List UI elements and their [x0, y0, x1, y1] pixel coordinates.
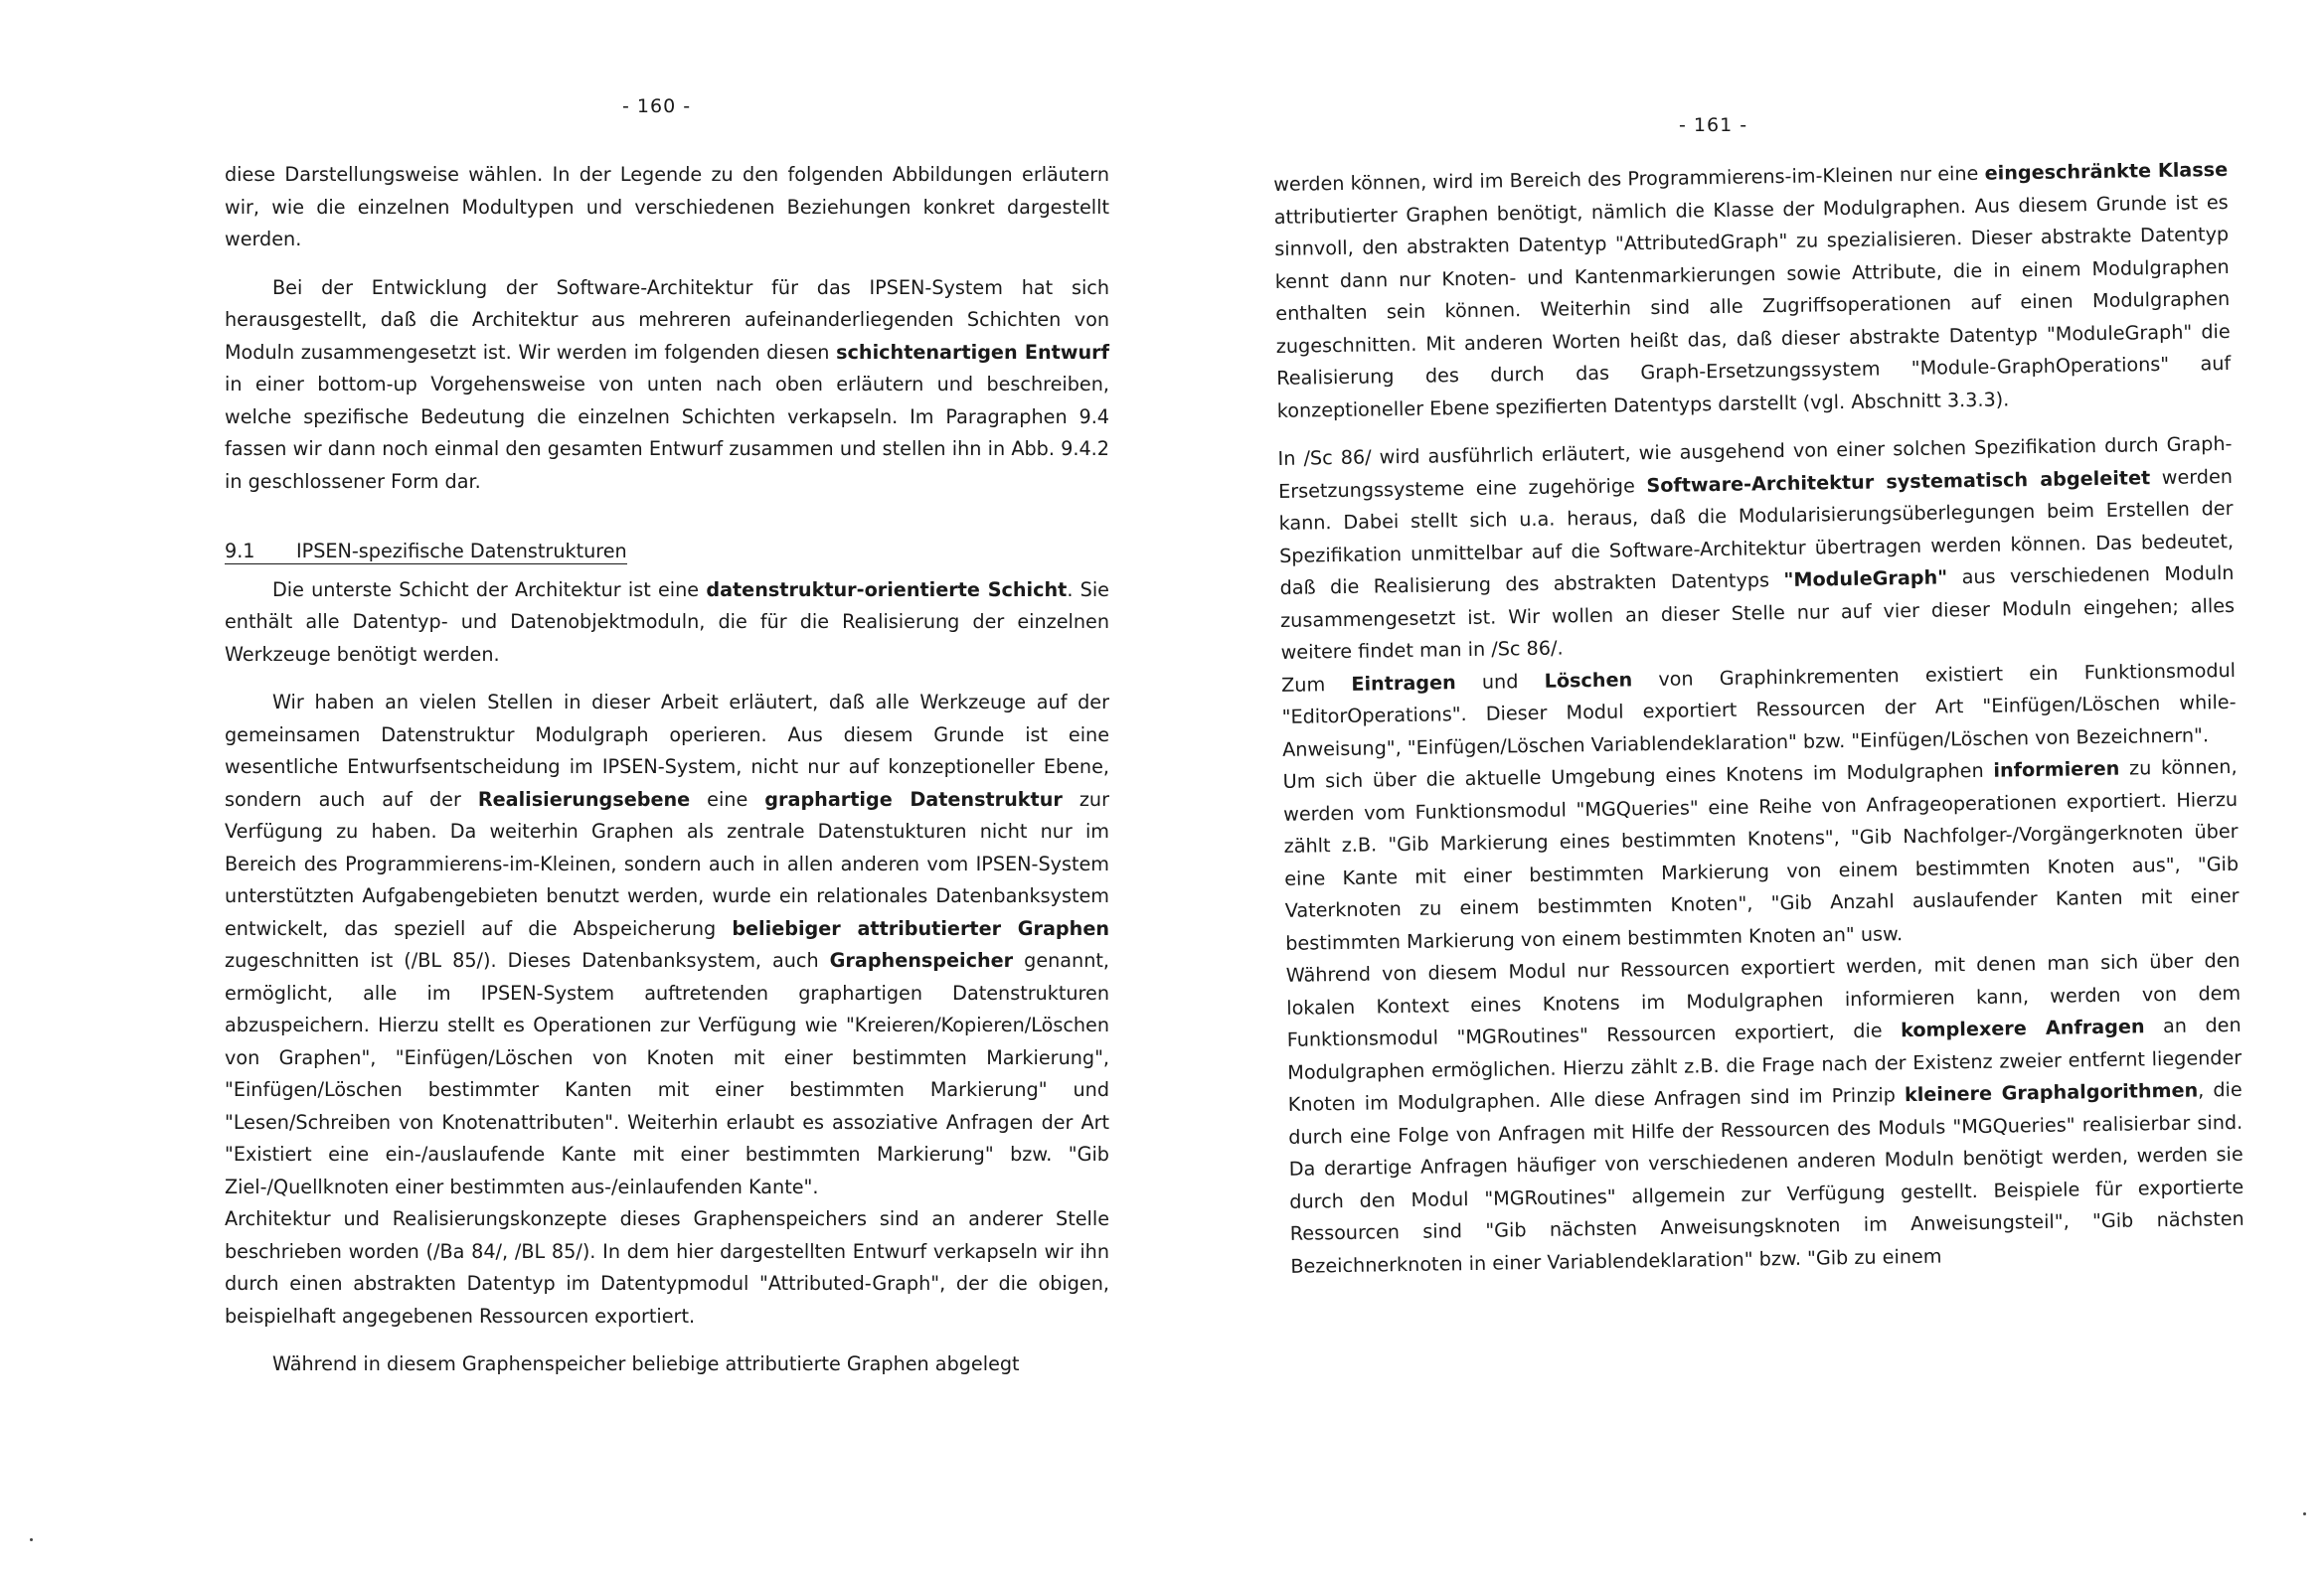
paragraph: werden können, wird im Bereich des Programmierens-im-Kleinen nur eine eingeschränkte Klasse attributierter Graphen benötigt, nämlich die Klasse der Modulgraphen. Aus diesem Grunde ist es sinnvoll, den abstrakten Datentyp "AttributedGraph" zu spezialisieren. Dieser abstrakte Datentyp kennt dann nur Knoten- und Kantenmarkierungen sowie Attribute, die in einem Modulgraphen enthalten sein können. Weiterhin sind alle Zugriffsoperationen auf einen Modulgraphen zugeschnitten. Mit anderen Worten heißt das, daß dieser abstrakte Datentyp "ModuleGraph" die Realisierung des durch das Graph-Ersetzungssystem "Module-GraphOperations" auf konzeptioneller Ebene spezifierten Datentyps darstellt (vgl. Abschnitt 3.3.3).: [1273, 157, 2232, 422]
section-heading: [225, 536, 1109, 568]
paragraph: Um sich über die aktuelle Umgebung eines Knotens im Modulgraphen informieren zu können, werden vom Funktionsmodul "MGQueries" eine Reihe von Anfrageoperationen exportiert. Hierzu zählt z.B. "Gib Markierung eines bestimmten Knotens", "Gib Nachfolger-/Vorgängerknoten über eine Kante mit einer bestimmten Markierung von einem bestimmten Knoten aus", "Gib Vaterknoten zu einem bestimmten Knoten", "Gib Anzahl auslaufender Kanten mit einer bestimmten Markierung von einem bestimmten Knoten an" usw.: [1282, 754, 2240, 955]
scan-speck: [2303, 1512, 2306, 1515]
paragraph: Architektur und Realisierungskonzepte dieses Graphenspeichers sind an anderer Stelle beschrieben worden (/Ba 84/, /BL 85/). In dem hier dargestellten Entwurf verkapseln wir ihn durch einen abstrakten Datentyp im Datentypmodul "Attributed-Graph", der die obigen, beispielhaft angegebenen Ressourcen exportiert.: [225, 1207, 1109, 1328]
paragraph: diese Darstellungsweise wählen. In der Legende zu den folgenden Abbildungen erläutern wir, wie die einzelnen Modultypen und verschiedenen Beziehungen konkret dargestellt werden.: [225, 163, 1109, 250]
section-number: 9.1: [225, 540, 255, 562]
text-column: [1273, 154, 2244, 1283]
paragraph: Während in diesem Graphenspeicher beliebige attributierte Graphen abgelegt: [272, 1352, 1020, 1375]
section-title: IPSEN-spezifische Datenstrukturen: [296, 540, 627, 562]
page-number: - 160 -: [622, 95, 692, 117]
paragraph: Zum Eintragen und Löschen von Graphinkrementen existiert ein Funktionsmodul "EditorOperations". Dieser Modul exportiert Ressourcen der Art "Einfügen/Löschen while-Anweisung", "Einfügen/Löschen Variablendeklaration" bzw. "Einfügen/Löschen von Bezeichnern".: [1280, 658, 2237, 761]
paragraph: Während von diesem Modul nur Ressourcen exportiert werden, mit denen man sich über den lokalen Kontext eines Knotens im Modulgraphen informieren kann, werden von dem Funktionsmodul "MGRoutines" Ressourcen exportiert, die komplexere Anfragen an den Modulgraphen ermöglichen. Hierzu zählt z.B. die Frage nach der Existenz zweier entfernt liegender Knoten im Modulgraphen. Alle diese Anfragen sind im Prinzip kleinere Graphalgorithmen, die durch eine Folge von Anfragen mit Hilfe der Ressourcen des Moduls "MGQueries" realisierbar sind. Da derartige Anfragen häufiger von verschiedenen anderen Moduln benötigt werden, werden sie durch den Modul "MGRoutines" allgemein zur Verfügung gestellt. Beispiele für exportierte Ressourcen sind "Gib nächsten Anweisungsknoten im Anweisungsteil", "Gib nächsten Bezeichnerknoten in einer Variablendeklaration" bzw. "Gib zu einem: [1285, 948, 2244, 1278]
paragraph: In /Sc 86/ wird ausführlich erläutert, wie ausgehend von einer solchen Spezifikation durch Graph-Ersetzungssysteme eine zugehörige Software-Architektur systematisch abgeleitet werden kann. Dabei stellt sich u.a. heraus, daß die Modularisierungsüberlegungen beim Erstellen der Spezifikation unmittelbar auf die Software-Architektur übertragen werden können. Das bedeutet, daß die Realisierung des abstrakten Datentyps "ModuleGraph" aus verschiedenen Moduln zusammengesetzt ist. Wir wollen an dieser Stelle nur auf vier dieser Moduln eingehen; alles weitere findet man in /Sc 86/.: [1277, 431, 2236, 664]
paragraph: Bei der Entwicklung der Software-Architektur für das IPSEN-System hat sich herausgestellt, daß die Architektur aus mehreren aufeinanderliegenden Schichten von Moduln zusammengesetzt ist. Wir werden im folgenden diesen schichtenartigen Entwurf in einer bottom-up Vorgehensweise von unten nach oben erläutern und beschreiben, welche spezifische Bedeutung die einzelnen Schichten verkapseln. Im Paragraphen 9.4 fassen wir dann noch einmal den gesamten Entwurf zusammen und stellen ihn in Abb. 9.4.2 in geschlossener Form dar.: [225, 275, 1109, 493]
right-page: [1162, 0, 2324, 1577]
paragraph: Wir haben an vielen Stellen in dieser Arbeit erläutert, daß alle Werkzeuge auf der gemeinsamen Datenstruktur Modulgraph operieren. Aus diesem Grunde ist eine wesentliche Entwurfsentscheidung im IPSEN-System, nicht nur auf konzeptioneller Ebene, sondern auch auf der Realisierungsebene eine graphartige Datenstruktur zur Verfügung zu haben. Da weiterhin Graphen als zentrale Datenstukturen nicht nur im Bereich des Programmierens-im-Kleinen, sondern auch in allen anderen vom IPSEN-System unterstützten Aufgabengebieten benutzt werden, wurde ein relationales Datenbanksystem entwickelt, das speziell auf die Abspeicherung beliebiger attributierter Graphen zugeschnitten ist (/BL 85/). Dieses Datenbanksystem, auch Graphenspeicher genannt, ermöglicht, alle im IPSEN-System auftretenden graphartigen Datenstrukturen abzuspeichern. Hierzu stellt es Operationen zur Verfügung wie "Kreieren/Kopieren/Löschen von Graphen", "Einfügen/Löschen von Knoten mit einer bestimmten Markierung", "Einfügen/Löschen bestimmter Kanten mit einer bestimmten Markierung" und "Lesen/Schreiben von Knotenattributen". Weiterhin erlaubt es assoziative Anfragen der Art "Existiert eine ein-/auslaufende Kante mit einer bestimmten Markierung" bzw. "Gib Ziel-/Quellknoten einer bestimmten aus-/einlaufenden Kante".: [225, 691, 1109, 1198]
page-number: - 161 -: [1679, 114, 1748, 136]
scan-speck: [30, 1538, 33, 1541]
text-column: [225, 159, 1109, 1381]
paragraph: Die unterste Schicht der Architektur ist eine datenstruktur-orientierte Schicht. Sie enthält alle Datentyp- und Datenobjektmoduln, die für die Realisierung der einzelnen Werkzeuge benötigt werden.: [225, 577, 1109, 666]
